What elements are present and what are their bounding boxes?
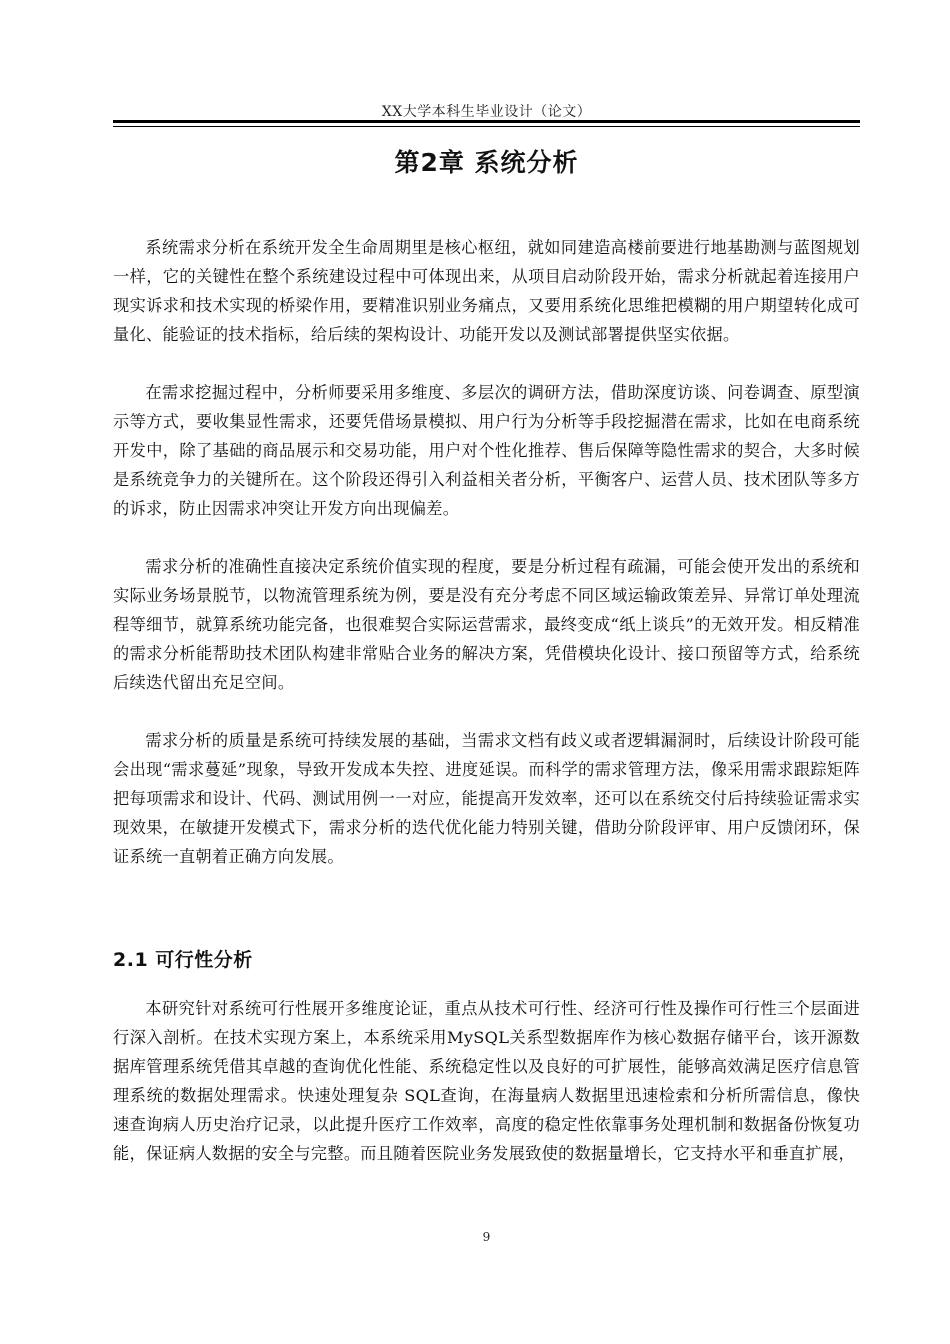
header-rule-thick (113, 120, 860, 123)
chapter-title: 第2章 系统分析 (394, 148, 579, 177)
header-rule-thin (113, 126, 860, 127)
paragraph-4: 需求分析的质量是系统可持续发展的基础，当需求文档有歧义或者逻辑漏洞时，后续设计阶段可能会出现“需求蔓延”现象，导致开发成本失控、进度延误。而科学的需求管理方法，像采用需求跟踪矩阵把每项需求和设计、代码、测试用例一一对应，能提高开发效率，还可以在系统交付后持续验证需求实现效果，在敏捷开发模式下，需求分析的迭代优化能力特别关键，借助分阶段评审、用户反馈闭环，保证系统一直朝着正确方向发展。 (113, 731, 860, 866)
section-title: 2.1 可行性分析 (113, 949, 253, 971)
paragraph-2: 在需求挖掘过程中，分析师要采用多维度、多层次的调研方法，借助深度访谈、问卷调查、原型演示等方式，要收集显性需求，还要凭借场景模拟、用户行为分析等手段挖掘潜在需求，比如在电商系统开发中，除了基础的商品展示和交易功能，用户对个性化推荐、售后保障等隐性需求的契合，大多时候是系统竞争力的关键所在。这个阶段还得引入利益相关者分析，平衡客户、运营人员、技术团队等多方的诉求，防止因需求冲突让开发方向出现偏差。 (113, 383, 860, 518)
section-paragraph: 本研究针对系统可行性展开多维度论证，重点从技术可行性、经济可行性及操作可行性三个层面进行深入剖析。在技术实现方案上，本系统采用MySQL关系型数据库作为核心数据存储平台，该开源数据库管理系统凭借其卓越的查询优化性能、系统稳定性以及良好的可扩展性，能够高效满足医疗信息管理系统的数据处理需求。快速处理复杂 SQL查询，在海量病人数据里迅速检索和分析所需信息，像快速查询病人历史治疗记录，以此提升医疗工作效率，高度的稳定性依靠事务处理机制和数据备份恢复功能，保证病人数据的安全与完整。而且随着医院业务发展致使的数据量增长，它支持水平和垂直扩展， (113, 999, 860, 1163)
paragraph-1: 系统需求分析在系统开发全生命周期里是核心枢纽，就如同建造高楼前要进行地基勘测与蓝图规划一样，它的关键性在整个系统建设过程中可体现出来，从项目启动阶段开始，需求分析就起着连接用户现实诉求和技术实现的桥梁作用，要精准识别业务痛点，又要用系统化思维把模糊的用户期望转化成可量化、能验证的技术指标，给后续的架构设计、功能开发以及测试部署提供坚实依据。 (113, 238, 860, 344)
paragraph-3: 需求分析的准确性直接决定系统价值实现的程度，要是分析过程有疏漏，可能会使开发出的系统和实际业务场景脱节，以物流管理系统为例，要是没有充分考虑不同区域运输政策差异、异常订单处理流程等细节，就算系统功能完备，也很难契合实际运营需求，最终变成“纸上谈兵”的无效开发。相反精准的需求分析能帮助技术团队构建非常贴合业务的解决方案，凭借模块化设计、接口预留等方式，给系统后续迭代留出充足空间。 (113, 557, 860, 692)
page-number: 9 (482, 1230, 491, 1244)
page-header: XX大学本科生毕业设计（论文） (381, 104, 592, 120)
